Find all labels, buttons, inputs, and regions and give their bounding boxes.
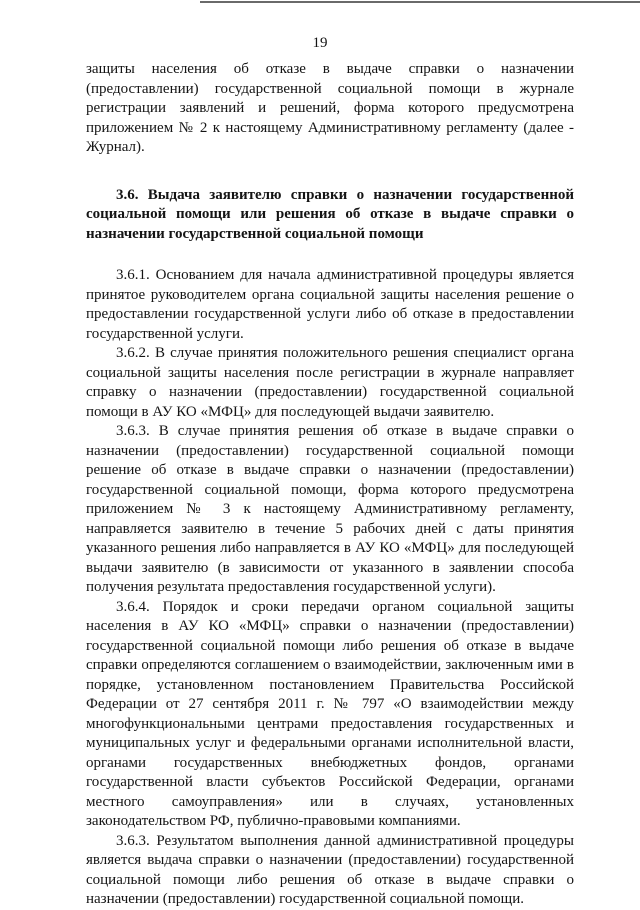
scan-edge-rule [200,1,640,3]
page-number: 19 [312,35,328,51]
document-body [86,60,574,910]
paragraph-3-6-2: 3.6.2. В случае принятия положительного решения специалист органа социальной защиты населения после регистрации в журнале направляет справку о назначении (предоставлении) государственной социальной помощи в АУ КО «МФЦ» для последующей выдачи заявителю. [86,345,574,420]
intro-paragraph: защиты населения об отказе в выдаче справки о назначении (предоставлении) государственной социальной помощи в журнале регистрации заявлений и решений, форма которого предусмотрена приложением № 2 к настоящему Административному регламенту (далее - Журнал). [86,61,574,155]
paragraph-3-6-3: 3.6.3. В случае принятия решения об отказе в выдаче справки о назначении (предоставлении) государственной социальной помощи решение об отказе в выдаче справки о назначении (предоставлении) государственной социальной помощи, форма которого предусмотрена приложением № 3 к настоящему Административному регламенту, направляется заявителю в течение 5 рабочих дней с даты принятия указанного решения либо направляется в АУ КО «МФЦ» для последующей выдачи заявителю (в зависимости от указанного в заявлении способа получения результата предоставления государственной услуги). [86,423,574,595]
paragraph-3-6-4: 3.6.4. Порядок и сроки передачи органом социальной защиты населения в АУ КО «МФЦ» справки о назначении (предоставлении) государственной социальной помощи либо решения об отказе в выдаче справки определяются соглашением о взаимодействии, заключенным ими в порядке, установленном постановлением Правительства Российской Федерации от 27 сентября 2011 г. № 797 «О взаимодействии между многофункциональными центрами предоставления государственных и муниципальных услуг и федеральными органами исполнительной власти, органами государственных внебюджетных фондов, органами государственной власти субъектов Российской Федерации, органами местного самоуправления» или в случаях, установленных законодательством РФ, публично-правовыми компаниями. [86,598,574,829]
paragraph-3-6-3-result: 3.6.3. Результатом выполнения данной административной процедуры является выдача справки о назначении (предоставлении) государственной социальной помощи либо решения об отказе в выдаче справки о назначении (предоставлении) государственной социальной помощи. [86,832,574,907]
section-heading: 3.6. Выдача заявителю справки о назначении государственной социальной помощи или решения об отказе в выдаче справки о назначении государственной социальной помощи [86,186,574,242]
paragraph-3-6-1: 3.6.1. Основанием для начала административной процедуры является принятое руководителем органа социальной защиты населения решение о предоставлении государственной услуги либо об отказе в предоставлении государственной услуги. [86,267,574,342]
